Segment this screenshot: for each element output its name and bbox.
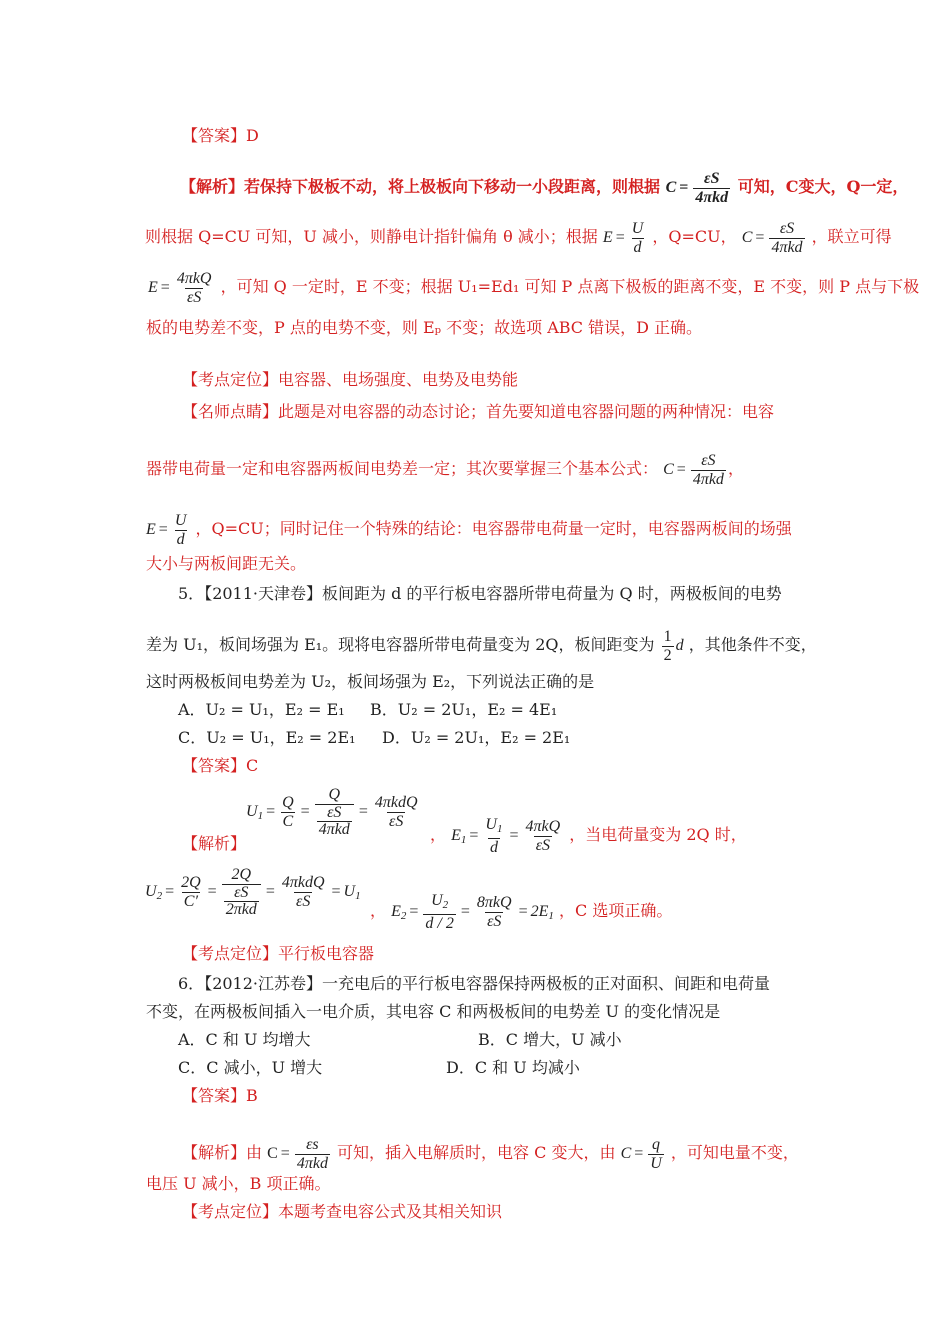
formula-field: E = $\frac{U}{d}$ bbox=[602, 220, 644, 256]
q5-stem-line-2 bbox=[146, 628, 817, 665]
formula-capacitance: C = εS 4πkd bbox=[741, 220, 803, 256]
q6-analysis-line-2 bbox=[146, 1174, 331, 1194]
tip-text: 此题是对电容器的动态讨论；首先要知道电容器问题的两种情况：电容 bbox=[278, 402, 775, 421]
q4-tip-line-4 bbox=[146, 554, 306, 574]
question-stem: 这时两极板间电势差为 U₂，板间场强为 E₂，下列说法正确的是 bbox=[146, 672, 595, 691]
q4-topic-line bbox=[182, 370, 518, 390]
topic-text: 电容器、电场强度、电势及电势能 bbox=[278, 370, 519, 389]
q6-option-b: B．C 增大，U 减小 bbox=[478, 1030, 622, 1049]
q4-analysis-line-3 bbox=[148, 270, 919, 307]
analysis-text: ，当电荷量变为 2Q 时， bbox=[569, 825, 747, 845]
q4-analysis-line-1 bbox=[180, 170, 908, 207]
q5-option-d: D．U₂ = 2U₁，E₂ = 2E₁ bbox=[382, 728, 571, 747]
analysis-text: ，可知 Q 一定时，E 不变；根据 U₁=Ed₁ 可知 P 点离下极板的距离不变，E 不变，则 P 点与下极 bbox=[220, 277, 920, 297]
tip-tag: 【名师点睛】 bbox=[182, 402, 279, 421]
q5-stem-line-3 bbox=[146, 672, 594, 692]
question-stem: 板间距为 d 的平行板电容器所带电荷量为 Q 时，两极板间的电势 bbox=[322, 584, 782, 603]
formula-half-d: $\frac{1}{2}$ d bbox=[663, 628, 684, 664]
question-source: 【2012·江苏卷】 bbox=[204, 974, 322, 993]
q5-option-a: A．U₂ = U₁，E₂ = E₁ bbox=[178, 700, 345, 719]
q6-topic-line bbox=[182, 1202, 502, 1222]
q6-answer-line bbox=[182, 1086, 258, 1106]
q5-analysis-tag-line bbox=[182, 834, 246, 854]
q6-option-d: D．C 和 U 均减小 bbox=[446, 1058, 580, 1077]
q6-option-c: C．C 减小，U 增大 bbox=[178, 1058, 323, 1077]
q4-analysis-line-4 bbox=[146, 318, 702, 338]
topic-text: 本题考查电容公式及其相关知识 bbox=[278, 1202, 503, 1221]
analysis-text: ，Q=CU， bbox=[652, 227, 737, 247]
topic-tag: 【考点定位】 bbox=[182, 1202, 279, 1221]
formula-capacitance: C = εs 4πkd bbox=[267, 1136, 328, 1172]
analysis-text: 若保持下极板不动，将上极板向下移动一小段距离，则根据 bbox=[244, 177, 661, 197]
q4-tip-line-2: 器带电荷量一定和电容器两板间电势差一定；其次要掌握三个基本公式： C = εS 4πkd ， bbox=[146, 452, 744, 488]
q6-analysis-line-1 bbox=[182, 1136, 799, 1173]
question-stem: ，其他条件不变， bbox=[688, 635, 817, 655]
analysis-text: ，可知电量不变， bbox=[670, 1143, 799, 1163]
tip-text: 器带电荷量一定和电容器两板间电势差一定；其次要掌握三个基本公式： bbox=[146, 459, 659, 479]
answer-value: D bbox=[246, 126, 259, 145]
analysis-text: 由 bbox=[246, 1143, 263, 1163]
formula-field-derived: E = 4πkQ εS bbox=[148, 270, 212, 306]
formula-capacitance: C = εS 4πkd bbox=[663, 452, 724, 488]
answer-value: B bbox=[246, 1086, 258, 1105]
topic-tag: 【考点定位】 bbox=[182, 944, 279, 963]
analysis-tag: 【解析】 bbox=[180, 177, 245, 197]
question-stem: 差为 U₁，板间场强为 E₁。现将电容器所带电荷量变为 2Q，板间距变为 bbox=[146, 635, 655, 655]
q5-analysis-line-2: ， $E_2$ = $\frac{U_2}{d / 2}$ = 8πkQ εS = $2E_1$ ，C 选项正确。 bbox=[370, 892, 673, 932]
q5-answer-line bbox=[182, 756, 258, 776]
answer-tag: 【答案】 bbox=[182, 126, 247, 145]
analysis-text: 板的电势差不变，P 点的电势不变，则 Eₚ 不变；故选项 ABC 错误，D 正确。 bbox=[146, 318, 703, 337]
topic-text: 平行板电容器 bbox=[278, 944, 375, 963]
tip-text: 大小与两板间距无关。 bbox=[146, 554, 307, 573]
question-source: 【2011·天津卷】 bbox=[204, 584, 322, 603]
analysis-text: 电压 U 减小，B 项正确。 bbox=[146, 1174, 331, 1193]
q4-answer-line bbox=[182, 126, 259, 146]
q4-analysis-line-2 bbox=[145, 220, 892, 257]
q5-option-c: C．U₂ = U₁，E₂ = 2E₁ bbox=[178, 728, 356, 747]
formula-e2: $E_2$ = $\frac{U_2}{d / 2}$ = 8πkQ εS = $2E_1$ bbox=[391, 892, 554, 932]
topic-tag: 【考点定位】 bbox=[182, 370, 279, 389]
analysis-tag: 【解析】 bbox=[182, 834, 247, 853]
answer-value: C bbox=[246, 756, 259, 775]
formula-e1: $E_1$ = $\frac{U_1}{d}$ = 4πkQ εS bbox=[451, 816, 561, 856]
formula-c-q-u: C = $\frac{q}{U}$ bbox=[620, 1136, 662, 1172]
question-number: 6． bbox=[178, 974, 205, 993]
q6-stem-line-1 bbox=[178, 974, 770, 994]
q5-formula-u2: $U_2$ = $\frac{2Q}{C'}$ = 2Q εS 2πkd = 4πkdQ εS = $U_1$ bbox=[145, 866, 361, 918]
q5-topic-line bbox=[182, 944, 374, 964]
analysis-text: ，联立可得 bbox=[811, 227, 892, 247]
q6-stem-line-2 bbox=[146, 1002, 720, 1022]
question-stem: 一充电后的平行板电容器保持两极板的正对面积、间距和电荷量 bbox=[322, 974, 771, 993]
analysis-text: 可知，C变大，Q一定， bbox=[737, 177, 909, 197]
analysis-text: ，C 选项正确。 bbox=[558, 901, 673, 921]
analysis-tag: 【解析】 bbox=[182, 1143, 247, 1163]
formula-field: E = $\frac{U}{d}$ bbox=[146, 512, 187, 548]
question-number: 5． bbox=[178, 584, 205, 603]
q5-formula-u1: $U_1$ = $\frac{Q}{C}$ = Q εS 4πkd = 4πkdQ εS bbox=[246, 786, 418, 838]
question-stem: 不变，在两极板间插入一电介质，其电容 C 和两极板间的电势差 U 的变化情况是 bbox=[146, 1002, 721, 1021]
answer-tag: 【答案】 bbox=[182, 1086, 247, 1105]
q5-option-b: B．U₂ = 2U₁，E₂ = 4E₁ bbox=[370, 700, 558, 719]
q6-option-a: A．C 和 U 均增大 bbox=[178, 1030, 311, 1049]
formula-capacitance: C = εS 4πkd bbox=[665, 170, 729, 206]
q5-analysis-line-1: ， $E_1$ = $\frac{U_1}{d}$ = 4πkQ εS ，当电荷量变为 2Q 时， bbox=[430, 816, 747, 856]
tip-text: ，Q=CU；同时记住一个特殊的结论：电容器带电荷量一定时，电容器两板间的场强 bbox=[195, 519, 792, 539]
q4-tip-line-3 bbox=[146, 512, 792, 549]
analysis-text: 则根据 Q=CU 可知，U 减小，则静电计指针偏角 θ 减小；根据 bbox=[145, 227, 598, 247]
analysis-text: 可知，插入电解质时，电容 C 变大，由 bbox=[337, 1143, 616, 1163]
q5-stem-line-1 bbox=[178, 584, 782, 604]
q4-tip-line-1 bbox=[182, 402, 774, 422]
answer-tag: 【答案】 bbox=[182, 756, 247, 775]
